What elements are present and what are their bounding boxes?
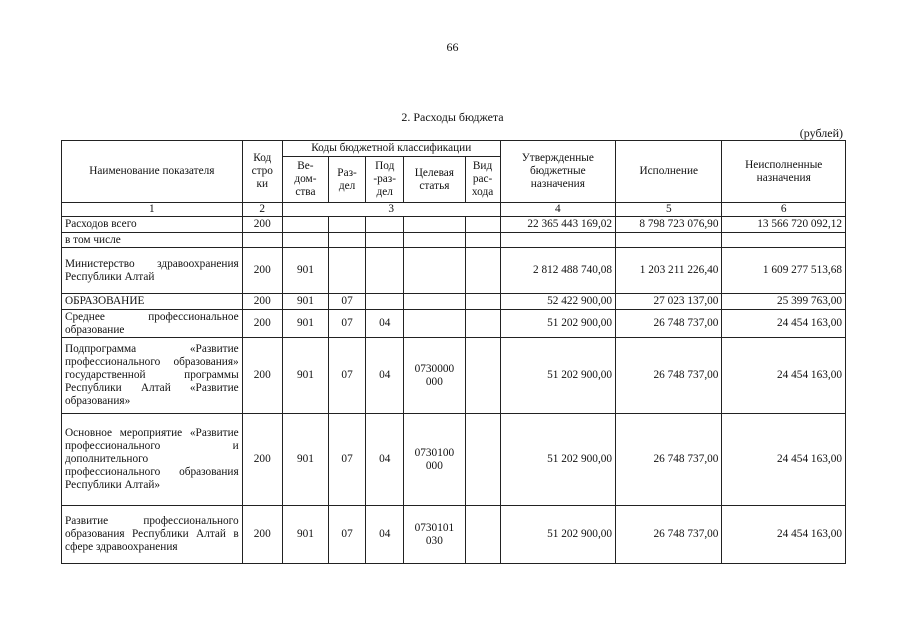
row-vedomstvo: 901 xyxy=(282,248,328,294)
row-vr xyxy=(465,310,500,338)
row-csr: 0730100 000 xyxy=(404,414,465,506)
column-number: 5 xyxy=(616,203,722,217)
row-csr: 0730000 000 xyxy=(404,338,465,414)
table-row xyxy=(62,506,846,564)
column-number: 2 xyxy=(242,203,282,217)
row-unexecuted: 24 454 163,00 xyxy=(722,506,846,564)
header-name: Наименование показателя xyxy=(62,141,243,203)
row-vedomstvo: 901 xyxy=(282,310,328,338)
row-name: ОБРАЗОВАНИЕ xyxy=(62,294,243,310)
row-executed: 26 748 737,00 xyxy=(616,414,722,506)
row-podrazdel: 04 xyxy=(366,414,404,506)
row-executed: 8 798 723 076,90 xyxy=(616,217,722,233)
header-code: Код стро ки xyxy=(242,141,282,203)
row-unexecuted: 1 609 277 513,68 xyxy=(722,248,846,294)
row-name: Подпрограмма «Развитие профессионального образования» государственной программы Республики Алтай «Развитие образования» xyxy=(62,338,243,414)
header-approved: Утвержденные бюджетные назначения xyxy=(500,141,615,203)
header-executed: Исполнение xyxy=(616,141,722,203)
row-approved: 51 202 900,00 xyxy=(500,414,615,506)
row-unexecuted: 24 454 163,00 xyxy=(722,310,846,338)
row-approved: 52 422 900,00 xyxy=(500,294,615,310)
row-name: Министерство здравоохранения Республики Алтай xyxy=(62,248,243,294)
header-vr: Вид рас- хода xyxy=(465,157,500,203)
row-executed: 26 748 737,00 xyxy=(616,338,722,414)
row-razdel xyxy=(329,217,366,233)
row-name: в том числе xyxy=(62,233,243,248)
row-approved: 22 365 443 169,02 xyxy=(500,217,615,233)
row-executed: 27 023 137,00 xyxy=(616,294,722,310)
row-name: Основное мероприятие «Развитие профессионального и дополнительного профессионального образования Республики Алтай» xyxy=(62,414,243,506)
row-razdel xyxy=(329,248,366,294)
column-number: 3 xyxy=(282,203,500,217)
row-approved: 51 202 900,00 xyxy=(500,310,615,338)
header-bk-group: Коды бюджетной классификации xyxy=(282,141,500,157)
row-code: 200 xyxy=(242,310,282,338)
table-row xyxy=(62,338,846,414)
row-approved: 51 202 900,00 xyxy=(500,338,615,414)
header-csr: Целевая статья xyxy=(404,157,465,203)
row-razdel: 07 xyxy=(329,338,366,414)
row-podrazdel xyxy=(366,233,404,248)
row-podrazdel: 04 xyxy=(366,310,404,338)
row-code: 200 xyxy=(242,217,282,233)
row-vedomstvo: 901 xyxy=(282,338,328,414)
table-row xyxy=(62,248,846,294)
header-podrazdel: Под -раз- дел xyxy=(366,157,404,203)
row-podrazdel xyxy=(366,248,404,294)
column-number: 1 xyxy=(62,203,243,217)
row-approved xyxy=(500,233,615,248)
page-number: 66 xyxy=(446,40,459,54)
row-unexecuted xyxy=(722,233,846,248)
row-vr xyxy=(465,506,500,564)
column-number: 6 xyxy=(722,203,846,217)
row-vr xyxy=(465,248,500,294)
unit-label: (рублей) xyxy=(799,126,843,140)
row-vedomstvo xyxy=(282,217,328,233)
row-executed: 26 748 737,00 xyxy=(616,506,722,564)
budget-expenses-table xyxy=(61,140,846,564)
row-vr xyxy=(465,233,500,248)
row-vedomstvo: 901 xyxy=(282,294,328,310)
row-name: Развитие профессионального образования Республики Алтай в сфере здравоохранения xyxy=(62,506,243,564)
row-code: 200 xyxy=(242,338,282,414)
row-code: 200 xyxy=(242,414,282,506)
row-razdel: 07 xyxy=(329,310,366,338)
row-podrazdel xyxy=(366,294,404,310)
header-razdel: Раз- дел xyxy=(329,157,366,203)
row-csr xyxy=(404,294,465,310)
row-podrazdel xyxy=(366,217,404,233)
table-row xyxy=(62,294,846,310)
row-code: 200 xyxy=(242,506,282,564)
row-razdel xyxy=(329,233,366,248)
table-row xyxy=(62,414,846,506)
row-vedomstvo: 901 xyxy=(282,414,328,506)
row-name: Среднее профессиональное образование xyxy=(62,310,243,338)
table-row xyxy=(62,233,846,248)
row-vedomstvo: 901 xyxy=(282,506,328,564)
column-number-row xyxy=(62,203,846,217)
row-vr xyxy=(465,217,500,233)
row-code: 200 xyxy=(242,248,282,294)
row-executed xyxy=(616,233,722,248)
row-code xyxy=(242,233,282,248)
row-csr xyxy=(404,233,465,248)
row-razdel: 07 xyxy=(329,294,366,310)
row-vr xyxy=(465,338,500,414)
header-vedomstvo: Ве- дом- ства xyxy=(282,157,328,203)
row-unexecuted: 13 566 720 092,12 xyxy=(722,217,846,233)
row-csr: 0730101 030 xyxy=(404,506,465,564)
row-unexecuted: 24 454 163,00 xyxy=(722,338,846,414)
row-vr xyxy=(465,294,500,310)
row-csr xyxy=(404,248,465,294)
row-approved: 2 812 488 740,08 xyxy=(500,248,615,294)
report-title: 2. Расходы бюджета xyxy=(401,110,504,124)
row-razdel: 07 xyxy=(329,414,366,506)
row-name: Расходов всего xyxy=(62,217,243,233)
row-vr xyxy=(465,414,500,506)
row-code: 200 xyxy=(242,294,282,310)
row-approved: 51 202 900,00 xyxy=(500,506,615,564)
row-razdel: 07 xyxy=(329,506,366,564)
row-csr xyxy=(404,217,465,233)
row-unexecuted: 25 399 763,00 xyxy=(722,294,846,310)
row-vedomstvo xyxy=(282,233,328,248)
table-row xyxy=(62,217,846,233)
column-number: 4 xyxy=(500,203,615,217)
table-row xyxy=(62,310,846,338)
header-unexecuted: Неисполненные назначения xyxy=(722,141,846,203)
table-body xyxy=(62,203,846,564)
row-executed: 1 203 211 226,40 xyxy=(616,248,722,294)
row-csr xyxy=(404,310,465,338)
row-podrazdel: 04 xyxy=(366,506,404,564)
row-unexecuted: 24 454 163,00 xyxy=(722,414,846,506)
row-podrazdel: 04 xyxy=(366,338,404,414)
row-executed: 26 748 737,00 xyxy=(616,310,722,338)
